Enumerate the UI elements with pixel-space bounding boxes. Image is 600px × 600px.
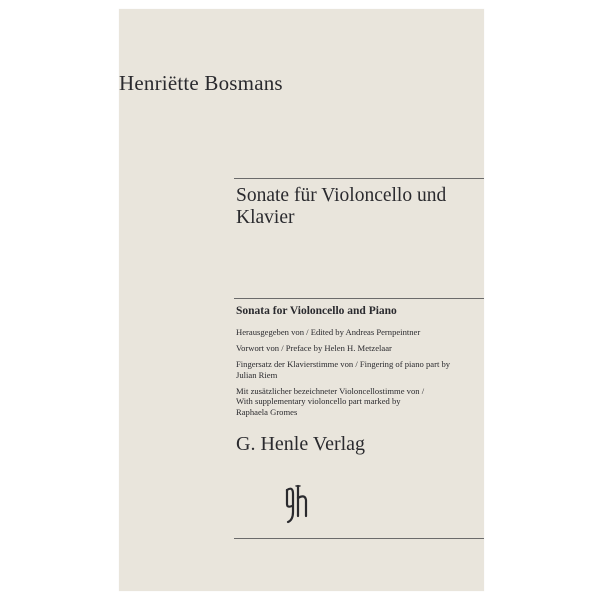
- preface-credit: Vorwort von / Preface by Helen H. Metzelaar: [236, 343, 392, 354]
- rule-top: [234, 178, 484, 179]
- composer-name: Henriëtte Bosmans: [119, 71, 283, 95]
- title-german: [236, 185, 484, 229]
- title-german-line-1: Sonate für Violoncello und: [236, 185, 447, 206]
- cello-part-credit-line-1: Mit zusätzlicher bezeichneter Violoncellostimme von /: [236, 385, 425, 396]
- title-english: Sonata for Violoncello and Piano: [236, 305, 397, 317]
- fingering-credit-line-2: Julian Riem: [236, 369, 278, 380]
- fingering-credit-line-1: Fingersatz der Klavierstimme von / Fingering of piano part by: [236, 359, 451, 370]
- rule-bottom: [234, 538, 484, 539]
- editor-credit: Herausgegeben von / Edited by Andreas Pernpeintner: [236, 327, 421, 337]
- fingering-credit: [236, 359, 484, 380]
- rule-middle: [234, 298, 484, 299]
- title-german-line-2: Klavier: [236, 207, 295, 228]
- henle-logo-icon: [283, 482, 311, 526]
- credits-block: [236, 327, 484, 423]
- publisher-name: G. Henle Verlag: [236, 433, 366, 455]
- cello-part-credit: [236, 386, 484, 418]
- cello-part-credit-line-3: Raphaela Gromes: [236, 407, 298, 418]
- cello-part-credit-line-2: With supplementary violoncello part marked by: [236, 396, 401, 407]
